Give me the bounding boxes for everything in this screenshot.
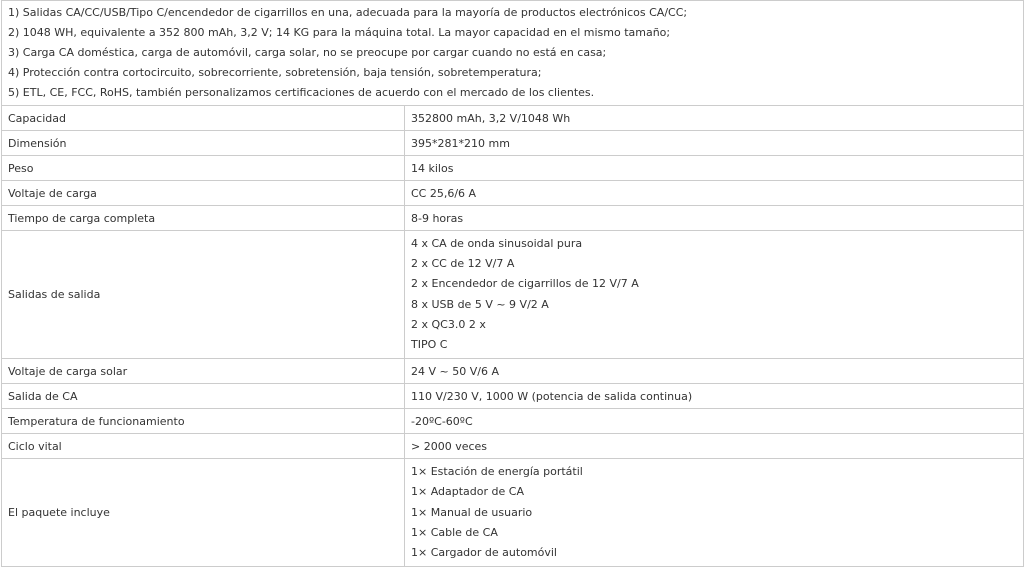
spec-row-salida-ca [2,384,1024,409]
spec-value: > 2000 veces [405,434,1024,459]
spec-label: Dimensión [2,131,405,156]
spec-row-tiempo-carga [2,206,1024,231]
intro-row [2,1,1024,106]
spec-label: Voltaje de carga [2,181,405,206]
spec-value [405,459,1024,567]
spec-label: Salida de CA [2,384,405,409]
spec-label: Tiempo de carga completa [2,206,405,231]
spec-value: 352800 mAh, 3,2 V/1048 Wh [405,106,1024,131]
spec-value: 14 kilos [405,156,1024,181]
spec-value: 8-9 horas [405,206,1024,231]
spec-label: Voltaje de carga solar [2,359,405,384]
spec-value: 110 V/230 V, 1000 W (potencia de salida continua) [405,384,1024,409]
intro-line: 1) Salidas CA/CC/USB/Tipo C/encendedor de cigarrillos en una, adecuada para la mayoría de productos electrónicos CA/CC; [8,6,688,19]
spec-label: Capacidad [2,106,405,131]
spec-value: 395*281*210 mm [405,131,1024,156]
spec-row-voltaje-carga [2,181,1024,206]
intro-line: 2) 1048 WH, equivalente a 352 800 mAh, 3,2 V; 14 KG para la máquina total. La mayor capacidad en el mismo tamaño; [8,26,671,39]
spec-row-capacidad [2,106,1024,131]
spec-value: -20ºC-60ºC [405,409,1024,434]
spec-value-line: 1× Cargador de automóvil [411,545,557,559]
spec-value-line: 1× Adaptador de CA [411,485,524,499]
spec-table [1,0,1024,567]
spec-value-line: 1× Manual de usuario [411,505,533,519]
spec-value-line: 2 x QC3.0 2 x [411,317,486,331]
spec-row-ciclo-vital [2,434,1024,459]
spec-label: El paquete incluye [2,459,405,567]
spec-value: 24 V ~ 50 V/6 A [405,359,1024,384]
spec-row-voltaje-solar [2,359,1024,384]
spec-row-temperatura [2,409,1024,434]
intro-line: 3) Carga CA doméstica, carga de automóvil, carga solar, no se preocupe por cargar cuando no está en casa; [8,46,607,59]
spec-value: CC 25,6/6 A [405,181,1024,206]
spec-row-salidas [2,231,1024,359]
spec-value-line: 1× Estación de energía portátil [411,465,583,479]
spec-value-line: 8 x USB de 5 V ~ 9 V/2 A [411,297,549,311]
intro-line: 5) ETL, CE, FCC, RoHS, también personalizamos certificaciones de acuerdo con el mercado de los clientes. [8,86,595,99]
spec-row-dimension [2,131,1024,156]
spec-value-line: 1× Cable de CA [411,525,498,539]
spec-label: Peso [2,156,405,181]
spec-label: Ciclo vital [2,434,405,459]
spec-label: Temperatura de funcionamiento [2,409,405,434]
spec-value-line: 4 x CA de onda sinusoidal pura [411,237,583,250]
spec-label: Salidas de salida [2,231,405,359]
spec-value [405,231,1024,359]
spec-value-line: TIPO C [411,337,448,351]
intro-line: 4) Protección contra cortocircuito, sobrecorriente, sobretensión, baja tensión, sobretemperatura; [8,66,542,79]
spec-value-line: 2 x CC de 12 V/7 A [411,257,515,271]
spec-row-paquete [2,459,1024,567]
spec-row-peso [2,156,1024,181]
spec-value-line: 2 x Encendedor de cigarrillos de 12 V/7 A [411,277,639,291]
intro-cell [2,1,1024,106]
